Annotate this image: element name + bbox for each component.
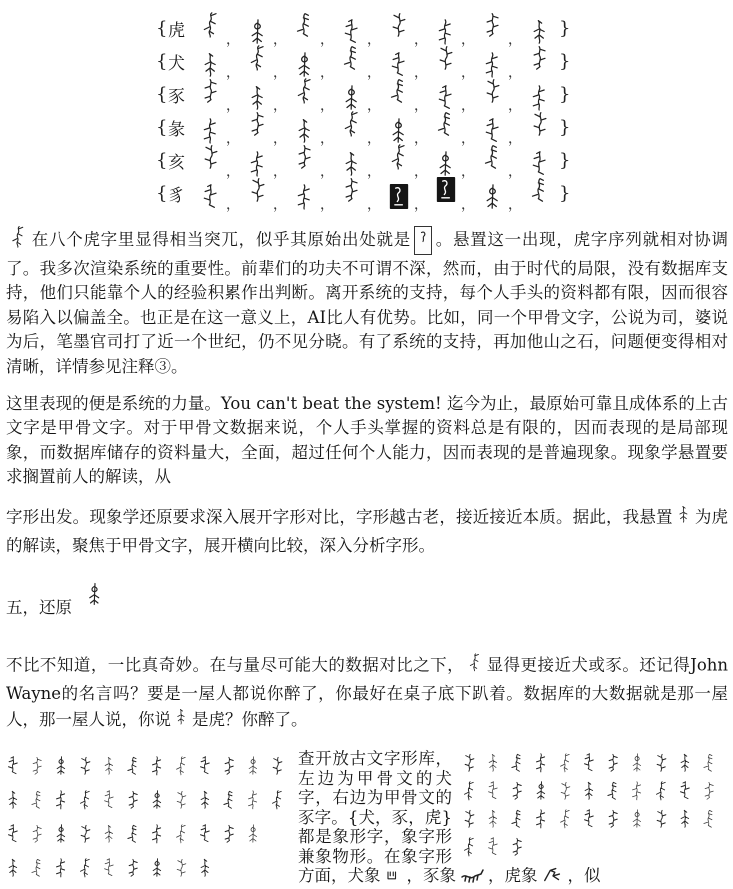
oracle-tiger-glyph-icon (677, 502, 691, 534)
oracle-glyph (102, 823, 117, 844)
oracle-glyph (477, 183, 508, 210)
comma: ， (461, 164, 475, 180)
oracle-glyph (289, 117, 320, 144)
oracle-glyph (54, 823, 69, 844)
oracle-glyph (630, 808, 645, 829)
oracle-glyph (336, 44, 367, 71)
oracle-glyph (336, 84, 367, 111)
oracle-glyph (630, 752, 645, 773)
oracle-glyph (195, 51, 226, 78)
oracle-glyph (195, 143, 226, 170)
oracle-glyph (462, 780, 477, 801)
comma: ， (367, 65, 381, 81)
oracle-glyph (289, 143, 320, 170)
oracle-glyph (174, 857, 189, 878)
oracle-glyph (78, 857, 93, 878)
oracle-glyph (430, 150, 461, 177)
oracle-glyph (150, 789, 165, 810)
oracle-pig-glyph-icon (460, 867, 484, 888)
comma: ， (273, 32, 287, 48)
oracle-glyph (534, 752, 549, 773)
oracle-glyph (195, 77, 226, 104)
oracle-glyph (534, 780, 549, 801)
oracle-glyph (30, 789, 45, 810)
comma: ， (508, 98, 522, 114)
oracle-dog-glyph-icon (385, 867, 403, 888)
oracle-glyph (289, 11, 320, 38)
comma: ， (461, 32, 475, 48)
comma: ， (226, 131, 240, 147)
close-brace: } (559, 84, 571, 105)
comma: ， (367, 131, 381, 147)
oracle-glyph (6, 857, 21, 878)
paragraph-1 (6, 224, 728, 380)
oracle-glyph (702, 808, 717, 829)
oracle-glyph (336, 176, 367, 203)
open-brace: { (156, 150, 168, 171)
oracle-glyph (246, 755, 261, 776)
oracle-grid-pig-characters (452, 749, 728, 862)
paragraph-2: 这里表现的便是系统的力量。You can't beat the system! 迄今为止，最原始可靠且成体系的上古文字是甲骨文字。对于甲骨文数据来说，个人手头掌握的资料总是有限的，因而表现的是局部现象，而数据库储存的资料量大，全面，超过任何个人能力，因而表现的是普遍现象。现象学悬置要求搁置前人的解读，从 (6, 393, 728, 487)
text-run: 。悬置这一出现，虎字序列就相对协调了。我多次渲染系统的重要性。前辈们的功夫不可谓不深，然而，由于时代的局限，没有数据库支持，他们只能靠个人的经验积累作出判断。离开系统的支持，每个人手头的资料都有限，因而很容易陷入以偏盖全。也正是在这一意义上，AI比人有优势。比如，同一个甲骨文字，公说为司，婆说为后，笔墨官司打了近一个世纪，仍不见分晓。有了系统的支持，再加他山之石，问题便变得相对清晰，详情参见注释③。 (6, 229, 729, 376)
row-label-character: 豕 (168, 87, 186, 107)
oracle-tiger-glyph-icon (175, 706, 188, 735)
open-brace: { (156, 117, 168, 138)
oracle-glyph (383, 51, 414, 78)
comma: ， (461, 98, 475, 114)
oracle-glyph (174, 755, 189, 776)
oracle-glyph (222, 823, 237, 844)
oracle-glyph (174, 823, 189, 844)
comma: ， (461, 131, 475, 147)
oracle-glyph (78, 789, 93, 810)
oracle-glyph (270, 755, 285, 776)
glyph-grid-row (6, 783, 298, 817)
oracle-glyph (524, 18, 555, 45)
comma: ， (414, 98, 428, 114)
oracle-glyph (486, 752, 501, 773)
oracle-glyph (383, 11, 414, 38)
oracle-glyph (630, 780, 645, 801)
oracle-glyph (174, 789, 189, 810)
comma: ， (414, 131, 428, 147)
comma: ， (226, 65, 240, 81)
oracle-glyph (678, 808, 693, 829)
comma: ， (461, 65, 475, 81)
oracle-glyph (430, 44, 461, 71)
glyph-grid-row (462, 833, 728, 861)
oracle-glyph (336, 110, 367, 137)
oracle-glyph (477, 51, 508, 78)
oracle-glyph (6, 755, 21, 776)
oracle-glyph-table (6, 0, 728, 212)
glyph-table-row (156, 177, 728, 213)
oracle-glyph (510, 780, 525, 801)
comma: ， (414, 164, 428, 180)
oracle-tiger-glyph-icon (10, 224, 27, 257)
oracle-glyph (198, 755, 213, 776)
oracle-seal-glyph-icon (414, 226, 432, 255)
text-run: ，豕象 (406, 866, 456, 886)
row-label-character: 虎 (168, 21, 186, 41)
comma: ， (320, 32, 334, 48)
oracle-glyph (126, 789, 141, 810)
open-brace: { (156, 84, 168, 105)
comma: ， (367, 32, 381, 48)
open-brace: { (156, 51, 168, 72)
close-brace: } (559, 183, 571, 204)
comma: ， (273, 197, 287, 213)
oracle-glyph (582, 780, 597, 801)
close-brace: } (559, 51, 571, 72)
oracle-glyph (383, 143, 414, 170)
row-label-character: 犬 (168, 54, 186, 74)
oracle-glyph (558, 780, 573, 801)
oracle-glyph (195, 11, 226, 38)
oracle-glyph (242, 150, 273, 177)
oracle-glyph (102, 857, 117, 878)
oracle-glyph (195, 117, 226, 144)
comma: ， (414, 65, 428, 81)
oracle-glyph (150, 823, 165, 844)
oracle-glyph (336, 18, 367, 45)
paragraph-4 (6, 650, 728, 735)
oracle-glyph (558, 808, 573, 829)
oracle-glyph (582, 808, 597, 829)
oracle-glyph (246, 789, 261, 810)
oracle-glyph (102, 789, 117, 810)
oracle-glyph (126, 857, 141, 878)
oracle-glyph (486, 836, 501, 857)
section-heading (6, 574, 728, 620)
oracle-glyph (78, 823, 93, 844)
glyph-grid-row (6, 817, 298, 851)
open-brace: { (156, 183, 168, 204)
oracle-glyph (477, 143, 508, 170)
row-label-character: 彖 (168, 120, 186, 140)
comma: ， (226, 197, 240, 213)
text-run: 字形出发。现象学还原要求深入展开字形对比，字形越古老，接近接近本质。据此，我悬置 (6, 507, 673, 527)
oracle-glyph (654, 780, 669, 801)
oracle-glyph (510, 752, 525, 773)
oracle-glyph (242, 44, 273, 71)
comma: ， (367, 98, 381, 114)
glyph-grid-row (6, 749, 298, 783)
glyph-table-row (156, 111, 728, 147)
oracle-glyph (477, 77, 508, 104)
text-run: 为虎的解读，聚焦于甲骨文字，展开横向比较，深入分析字形。 (6, 507, 729, 555)
text-run: 不比不知道，一比真奇妙。在与量尽可能大的数据对比之下， (6, 655, 465, 675)
oracle-glyph (198, 789, 213, 810)
oracle-glyph (30, 857, 45, 878)
oracle-glyph (150, 755, 165, 776)
comma: ， (508, 131, 522, 147)
text-run: 查开放古文字形库，左边为甲骨文的犬字，右边为甲骨文的豕字。{犬，豕，虎}都是象形字，象字形兼象物形。在象字形方面，犬象 (298, 748, 452, 886)
oracle-glyph (246, 823, 261, 844)
comma: ， (367, 197, 381, 213)
comma: ， (320, 197, 334, 213)
oracle-glyph (430, 18, 461, 45)
paragraph-3 (6, 502, 728, 558)
oracle-glyph (702, 780, 717, 801)
close-brace: } (559, 150, 571, 171)
oracle-glyph (150, 857, 165, 878)
oracle-glyph (78, 755, 93, 776)
comma: ， (508, 65, 522, 81)
oracle-glyph (289, 77, 320, 104)
oracle-glyph (6, 789, 21, 810)
oracle-glyph (462, 752, 477, 773)
comma: ， (367, 164, 381, 180)
oracle-tiger-glyph-icon (86, 572, 104, 620)
oracle-glyph (30, 823, 45, 844)
comma: ， (320, 98, 334, 114)
glyph-grid-row (462, 777, 728, 805)
glyph-grid-row (462, 749, 728, 777)
oracle-glyph (54, 857, 69, 878)
oracle-glyph (383, 117, 414, 144)
oracle-glyph (510, 836, 525, 857)
glyph-table-row (156, 12, 728, 48)
oracle-glyph (430, 110, 461, 137)
comma: ， (414, 32, 428, 48)
comma: ， (226, 98, 240, 114)
oracle-glyph (198, 823, 213, 844)
oracle-glyph (242, 176, 273, 203)
text-run: ，虎象 (488, 866, 538, 886)
oracle-glyph (126, 755, 141, 776)
glyph-table-row (156, 45, 728, 81)
oracle-glyph (524, 44, 555, 71)
oracle-glyph (270, 789, 285, 810)
comma: ， (320, 164, 334, 180)
oracle-glyph (198, 857, 213, 878)
oracle-glyph (462, 836, 477, 857)
comma: ， (273, 98, 287, 114)
comma: ， (273, 131, 287, 147)
oracle-tiger-glyph-icon (468, 650, 482, 682)
oracle-glyph (242, 18, 273, 45)
oracle-glyph (30, 755, 45, 776)
oracle-glyph (289, 51, 320, 78)
oracle-grid-dog-characters (6, 749, 298, 889)
oracle-glyph (654, 752, 669, 773)
glyph-table-row (156, 78, 728, 114)
oracle-glyph (558, 752, 573, 773)
comma: ， (508, 32, 522, 48)
comma: ， (461, 197, 475, 213)
oracle-glyph (524, 150, 555, 177)
open-brace: { (156, 18, 168, 39)
oracle-glyph (54, 789, 69, 810)
oracle-glyph (242, 84, 273, 111)
oracle-glyph (195, 183, 226, 210)
oracle-glyph (582, 752, 597, 773)
close-brace: } (559, 18, 571, 39)
comma: ， (508, 197, 522, 213)
comma: ， (320, 65, 334, 81)
oracle-glyph (486, 780, 501, 801)
oracle-glyph (678, 780, 693, 801)
oracle-glyph (524, 84, 555, 111)
oracle-glyph (54, 755, 69, 776)
close-brace: } (559, 117, 571, 138)
glyph-table-row (156, 144, 728, 180)
oracle-glyph (606, 752, 621, 773)
oracle-glyph (678, 752, 693, 773)
oracle-glyph (336, 150, 367, 177)
oracle-glyph (126, 823, 141, 844)
oracle-glyph (383, 183, 414, 210)
oracle-glyph (524, 110, 555, 137)
comma: ， (414, 197, 428, 213)
comma: ， (273, 164, 287, 180)
oracle-glyph (383, 77, 414, 104)
section-heading-text: 五，还原 (6, 598, 72, 618)
oracle-glyph (534, 808, 549, 829)
comma: ， (508, 164, 522, 180)
text-run: ，似 (567, 866, 601, 886)
row-label-character: 豸 (168, 186, 186, 206)
oracle-glyph (102, 755, 117, 776)
oracle-glyph (524, 176, 555, 203)
oracle-glyph (242, 110, 273, 137)
oracle-glyph (606, 780, 621, 801)
oracle-glyph (6, 823, 21, 844)
oracle-glyph (606, 808, 621, 829)
text-run: 显得更接近犬或豕。还记得John Wayne的名言吗？要是一屋人都说你醉了，你最好在桌子底下趴着。数据库的大数据就是那一屋人，那一屋人说，你说 (6, 655, 729, 730)
oracle-glyph (702, 752, 717, 773)
oracle-glyph (462, 808, 477, 829)
text-run: 是虎？你醉了。 (192, 710, 308, 730)
oracle-glyph (222, 789, 237, 810)
row-label-character: 亥 (168, 153, 186, 173)
oracle-glyph (477, 117, 508, 144)
glyph-grid-row (6, 851, 298, 885)
oracle-glyph (222, 755, 237, 776)
oracle-tiger-glyph-icon (542, 867, 564, 888)
comma: ， (226, 32, 240, 48)
oracle-glyph (654, 808, 669, 829)
oracle-glyph (477, 11, 508, 38)
comma: ， (320, 131, 334, 147)
comma: ， (273, 65, 287, 81)
oracle-glyph (430, 176, 461, 203)
oracle-glyph (430, 84, 461, 111)
oracle-glyph (510, 808, 525, 829)
bottom-section (6, 749, 728, 889)
oracle-glyph (289, 183, 320, 210)
oracle-glyph (486, 808, 501, 829)
comma: ， (226, 164, 240, 180)
text-run: 在八个虎字里显得相当突兀，似乎其原始出处就是 (31, 229, 411, 249)
